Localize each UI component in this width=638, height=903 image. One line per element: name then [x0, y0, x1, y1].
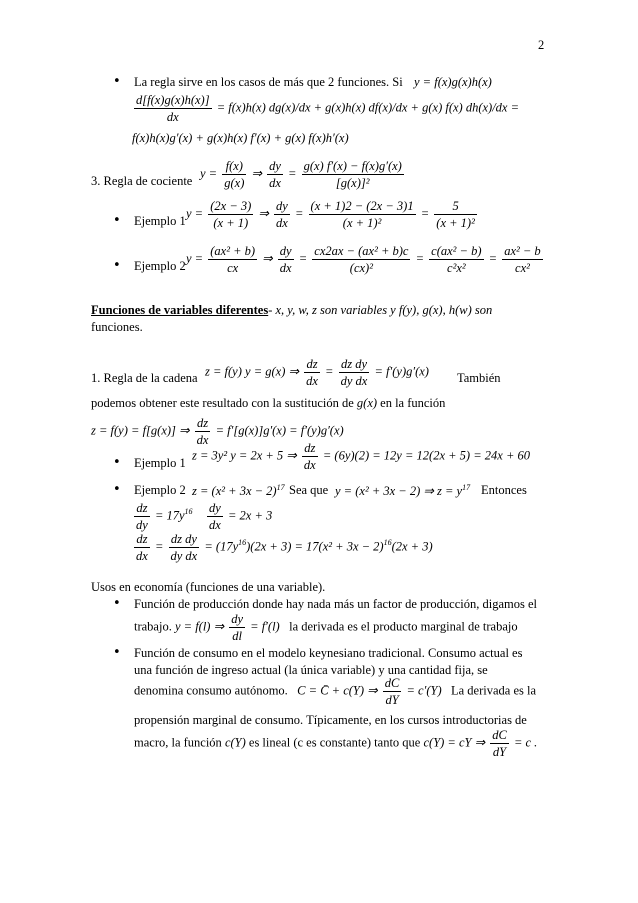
ce2-eq-b-text: y = (x² + 3x − 2) ⇒ z = y	[335, 484, 463, 499]
dz: dz	[134, 500, 150, 517]
chain-example2-label: Ejemplo 2	[134, 483, 186, 497]
dC: dC	[492, 728, 507, 742]
e1-dydx	[274, 198, 290, 231]
chain-eq3-left: z = f(y) = f[g(x)] ⇒	[91, 423, 190, 438]
e2-r2-num: ax² − b	[504, 244, 541, 258]
bullet-marker: •	[113, 74, 121, 89]
dx: dx	[269, 176, 281, 190]
example1-equation: y = $\frac{(2x - 3)}{(x + 1)}$ ⇒ $\frac{dy}{dx}$ = $\frac{(x + 1)2 - (2x - 3)1}{\text{(x + 1)²}}$ = $\frac{5}{\text{(x + 1)²}}$	[186, 199, 475, 230]
chain-rule-equation: z = f(y) y = g(x) ⇒ $\frac{dz}{dx}$ = $\frac{\text{dz dy}}{\text{dy dx}}$ = f′(y)g′(x)	[205, 357, 429, 388]
ce2-line2: $\frac{dz}{dx}$ = $\frac{\text{dz dy}}{\text{dy dx}}$ = $(17y^{16})(2x + 3) = 17(x^2 + 3x - 2)^{16}(2x + 3)$	[136, 532, 433, 563]
quotient-result	[302, 158, 404, 191]
dz: dz	[134, 531, 150, 548]
dy-dx	[207, 500, 223, 533]
dz-dy	[134, 500, 150, 533]
e2-deriv	[312, 243, 410, 276]
dx: dx	[276, 216, 288, 230]
variables-text-2: funciones.	[91, 320, 143, 334]
bullet-marker: •	[113, 596, 121, 611]
result-num: g(x) f′(x) − f(x)g′(x)	[303, 159, 402, 173]
ce2-l1-exp: 16	[184, 507, 193, 517]
consumption-line1: Función de consumo en el modelo keynesiano tradicional. Consumo actual es	[134, 646, 523, 660]
e1-y-den: (x + 1)	[213, 216, 249, 230]
quotient-rule-equation: y = $\frac{f(x)}{g(x)}$ ⇒ $\frac{dy}{dx}$ = $\frac{g(x) f'(x) - f(x)g'(x)}{\text{[g(x)]²}}$	[200, 159, 402, 190]
variables-paragraph	[91, 303, 492, 318]
chain-line2-end: en la función	[380, 396, 446, 410]
dy-dx: dy dx	[340, 374, 368, 388]
dx: dx	[303, 458, 316, 472]
chain-eq1-tail: = f′(y)g′(x)	[374, 364, 429, 379]
dz-dy: dz dy	[339, 356, 370, 373]
e2-y	[208, 243, 257, 276]
dz-dx	[302, 440, 318, 473]
dx: dx	[306, 374, 318, 388]
product-derivative-result: f(x)h(x)g′(x) + g(x)h(x) f′(x) + g(x) f(x)h′(x)	[132, 131, 349, 145]
ce2-exp-b: 17	[462, 483, 471, 492]
dy-dx	[267, 158, 283, 191]
dy-dx: dy dx	[170, 549, 198, 563]
example2-label: Ejemplo 2	[134, 259, 186, 273]
production-eq: y = f(l) ⇒	[174, 619, 225, 634]
dz-dy: dz dy	[169, 531, 200, 548]
dz-dy-dy-dx	[339, 356, 370, 389]
e2-dydx	[278, 243, 294, 276]
quotient-rule-label: 3. Regla de cociente	[91, 174, 193, 188]
e1-deriv	[309, 198, 416, 231]
consumption-cY: c(Y)	[224, 735, 246, 750]
dC-dY	[383, 675, 402, 708]
dy-dl	[229, 611, 245, 644]
variables-heading: Funciones de variables diferentes	[91, 303, 269, 317]
ce2-eq-b	[335, 483, 470, 499]
bullet-marker: •	[113, 482, 121, 497]
result-den: [g(x)]²	[335, 176, 370, 190]
dz-dx	[304, 356, 320, 389]
consumption-lineal: es lineal (c es constante) tanto que	[248, 735, 421, 750]
bullet-marker: •	[113, 645, 121, 660]
example2-equation: y = $\frac{\text{(ax² + b)}}{cx}$ ⇒ $\frac{dy}{dx}$ = $\frac{\text{cx2ax − (ax² + b)c}}{\text{(cx)²}}$ = $\frac{\text{c(ax² − b)}}{\text{c²x²}}$ = $\frac{\text{ax² − b}}{\text{cx²}}$	[186, 244, 541, 275]
e1-result	[434, 198, 477, 231]
dy: dy	[136, 518, 148, 532]
chain-line2	[91, 396, 445, 411]
e2-d-den: (cx)²	[349, 261, 373, 275]
consumption-derivada: La derivada es la	[450, 683, 537, 698]
chain-example2-equation	[192, 483, 285, 499]
tambien-text: También	[457, 371, 501, 385]
consumption-line5	[134, 727, 537, 760]
dx: dx	[209, 518, 221, 532]
dx: dx	[196, 433, 209, 447]
rhs-expression: = f(x)h(x) dg(x)/dx + g(x)h(x) df(x)/dx + g(x) f(x) dh(x)/dx =	[216, 100, 520, 115]
example1-label: Ejemplo 1	[134, 214, 186, 228]
dy: dy	[276, 199, 288, 213]
consumption-autonomo: denomina consumo autónomo.	[134, 683, 288, 698]
dz: dz	[302, 440, 318, 457]
ce2-l2-end: (2x + 3)	[391, 539, 433, 554]
dy: dy	[209, 501, 221, 515]
e2-d-num: cx2ax − (ax² + b)c	[314, 244, 409, 258]
ce2-l2-exp: 16	[238, 538, 247, 548]
chain-example1-label: Ejemplo 1	[134, 456, 186, 470]
ce2-eq: z = (x² + 3x − 2)	[192, 484, 277, 499]
frac-den: g(x)	[224, 176, 245, 190]
eq-left: y =	[200, 166, 218, 181]
ce1-tail: = (6y)(2) = 12y = 12(2x + 5) = 24x + 60	[322, 448, 531, 463]
production-trabajo: trabajo.	[134, 619, 172, 634]
e2-y-den: cx	[227, 261, 239, 275]
consumption-linear-tail: = c .	[513, 735, 538, 750]
chain-eq1: z = f(y) y = g(x) ⇒	[205, 364, 299, 379]
lhs-fraction	[134, 92, 212, 125]
ce2-l2-tail: = (17y	[204, 539, 239, 554]
dx: dx	[279, 261, 292, 275]
production-line1: Función de producción donde hay nada más un factor de producción, digamos el	[134, 597, 538, 611]
dY: dY	[492, 745, 507, 759]
ce2-line1	[132, 500, 272, 533]
chain-line2-math: g(x)	[356, 396, 378, 410]
dY: dY	[385, 693, 399, 707]
dz: dz	[304, 356, 320, 373]
e2-r2-den: cx²	[515, 261, 530, 275]
production-line2	[134, 611, 518, 644]
bullet-marker: •	[113, 213, 121, 228]
entonces: Entonces	[481, 483, 527, 497]
chain-rule-label: 1. Regla de la cadena	[91, 371, 198, 385]
e2-y-num: (ax² + b)	[210, 244, 256, 258]
page-number: 2	[538, 38, 545, 52]
consumption-linear-eq: c(Y) = cY ⇒	[423, 735, 486, 750]
dl: dl	[232, 629, 242, 643]
chain-line2-text: podemos obtener este resultado con la sustitución de	[91, 396, 354, 410]
ce2-l2-exp2: 16	[383, 538, 392, 548]
bullet-marker: •	[113, 258, 121, 273]
intro-text: La regla sirve en los casos de más que 2 funciones. Si	[134, 75, 403, 89]
ce2-l1-a: = 17y	[154, 508, 185, 523]
variables-text: - x, y, w, z son variables y f(y), g(x), h(w) son	[268, 303, 493, 317]
ce2-l2-mid: )(2x + 3) = 17(x² + 3x − 2)	[246, 539, 384, 554]
e1-d-num: (x + 1)2 − (2x − 3)1	[310, 199, 414, 213]
dz: dz	[195, 415, 211, 432]
chain-eq3-tail: = f′[g(x)]g′(x) = f′(y)g′(x)	[215, 423, 344, 438]
consumption-eq: C = C̄ + c(Y) ⇒	[297, 683, 378, 698]
dy: dy	[269, 159, 281, 173]
e2-result1	[429, 243, 483, 276]
ce2-exp: 17	[276, 483, 285, 492]
dz-dy-dy-dx	[169, 531, 200, 564]
consumption-line3	[134, 675, 536, 708]
consumption-eq-tail: = c′(Y)	[406, 683, 442, 698]
product-derivative-line	[132, 92, 519, 125]
e1-r-den: (x + 1)²	[436, 216, 475, 230]
ce1-eq: z = 3y² y = 2x + 5 ⇒	[192, 448, 297, 463]
dx: dx	[136, 549, 148, 563]
dC-dY	[490, 727, 509, 760]
intro-equation: y = f(x)g(x)h(x)	[414, 75, 492, 89]
production-marginal: la derivada es el producto marginal de trabajo	[289, 619, 518, 634]
consumption-line4: propensión marginal de consumo. Típicamente, en los cursos introductorias de	[134, 713, 527, 727]
consumption-line2: una función de ingreso actual (la única variable) y una cantidad fija, se	[134, 663, 488, 677]
bullet-marker: •	[113, 455, 121, 470]
sea-que: Sea que	[289, 483, 329, 497]
production-eq-tail: = f′(l)	[250, 619, 280, 634]
ce2-l1-b: = 2x + 3	[227, 508, 273, 523]
chain-example1-equation	[192, 440, 530, 473]
dz-dx	[134, 531, 150, 564]
e2-result2	[502, 243, 542, 276]
e1-d-den: (x + 1)²	[342, 216, 382, 230]
lhs-num: d[f(x)g(x)h(x)]	[136, 93, 210, 107]
economics-heading: Usos en economía (funciones de una variable).	[91, 580, 326, 594]
dC: dC	[384, 676, 400, 690]
quotient-fraction	[222, 158, 246, 191]
dy: dy	[231, 612, 244, 626]
e1-y-num: (2x − 3)	[210, 199, 252, 213]
e1-y	[208, 198, 253, 231]
lhs-den: dx	[166, 110, 179, 124]
e2-r1-den: c²x²	[447, 261, 466, 275]
e2-r1-num: c(ax² − b)	[431, 244, 482, 258]
frac-num: f(x)	[222, 158, 246, 175]
consumption-macro: macro, la función	[134, 735, 222, 750]
implies-arrow: ⇒	[251, 166, 262, 181]
dy: dy	[279, 244, 292, 258]
e1-r-num: 5	[434, 198, 477, 215]
